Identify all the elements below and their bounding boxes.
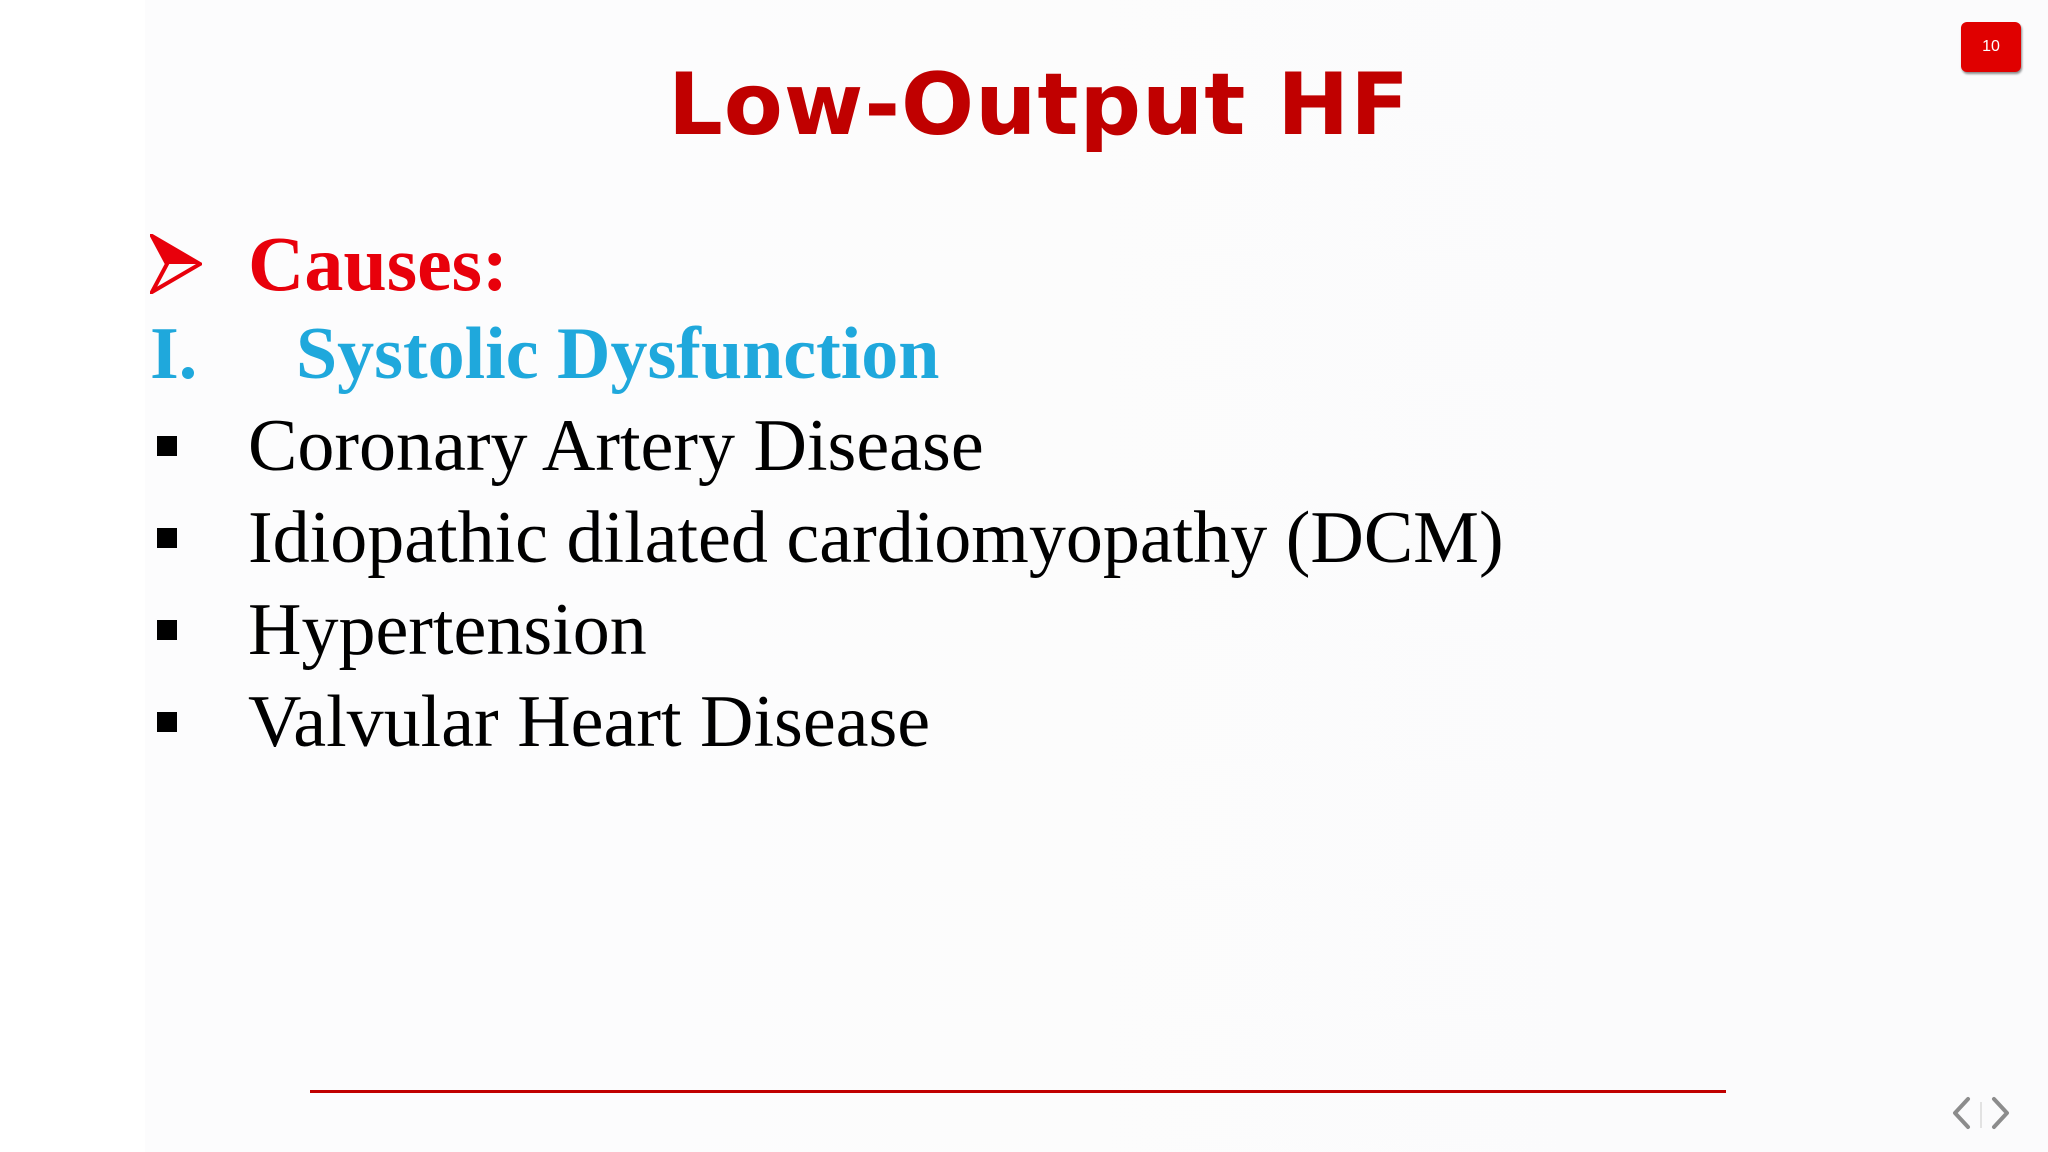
- list-item-text: Idiopathic dilated cardiomyopathy (DCM): [248, 496, 1504, 579]
- list-item: [150, 676, 930, 768]
- systolic-dysfunction-text: Systolic Dysfunction: [296, 312, 940, 395]
- chevron-left-icon[interactable]: [1950, 1096, 1972, 1135]
- list-item: [150, 584, 647, 676]
- list-item: [150, 492, 1504, 584]
- slide-navigation: [1950, 1095, 2040, 1135]
- square-bullet-icon: [150, 712, 248, 732]
- page-number-badge: 10: [1961, 22, 2021, 72]
- square-bullet-icon: [150, 528, 248, 548]
- footer-divider: [310, 1090, 1726, 1093]
- slide-title: Low-Output HF: [667, 55, 1411, 155]
- square-bullet-icon: [150, 620, 248, 640]
- nav-divider: [1980, 1102, 1982, 1128]
- causes-heading-text: Causes:: [248, 220, 509, 307]
- list-item-text: Valvular Heart Disease: [248, 680, 931, 763]
- square-bullet-icon: [150, 436, 248, 456]
- list-item-text: Hypertension: [248, 588, 647, 671]
- causes-heading: [150, 218, 508, 310]
- list-item: [150, 400, 984, 492]
- arrowhead-icon: [150, 234, 248, 294]
- roman-numeral: I.: [150, 312, 198, 395]
- systolic-dysfunction-heading: [150, 308, 939, 400]
- list-item-text: Coronary Artery Disease: [248, 404, 984, 487]
- chevron-right-icon[interactable]: [1990, 1096, 2012, 1135]
